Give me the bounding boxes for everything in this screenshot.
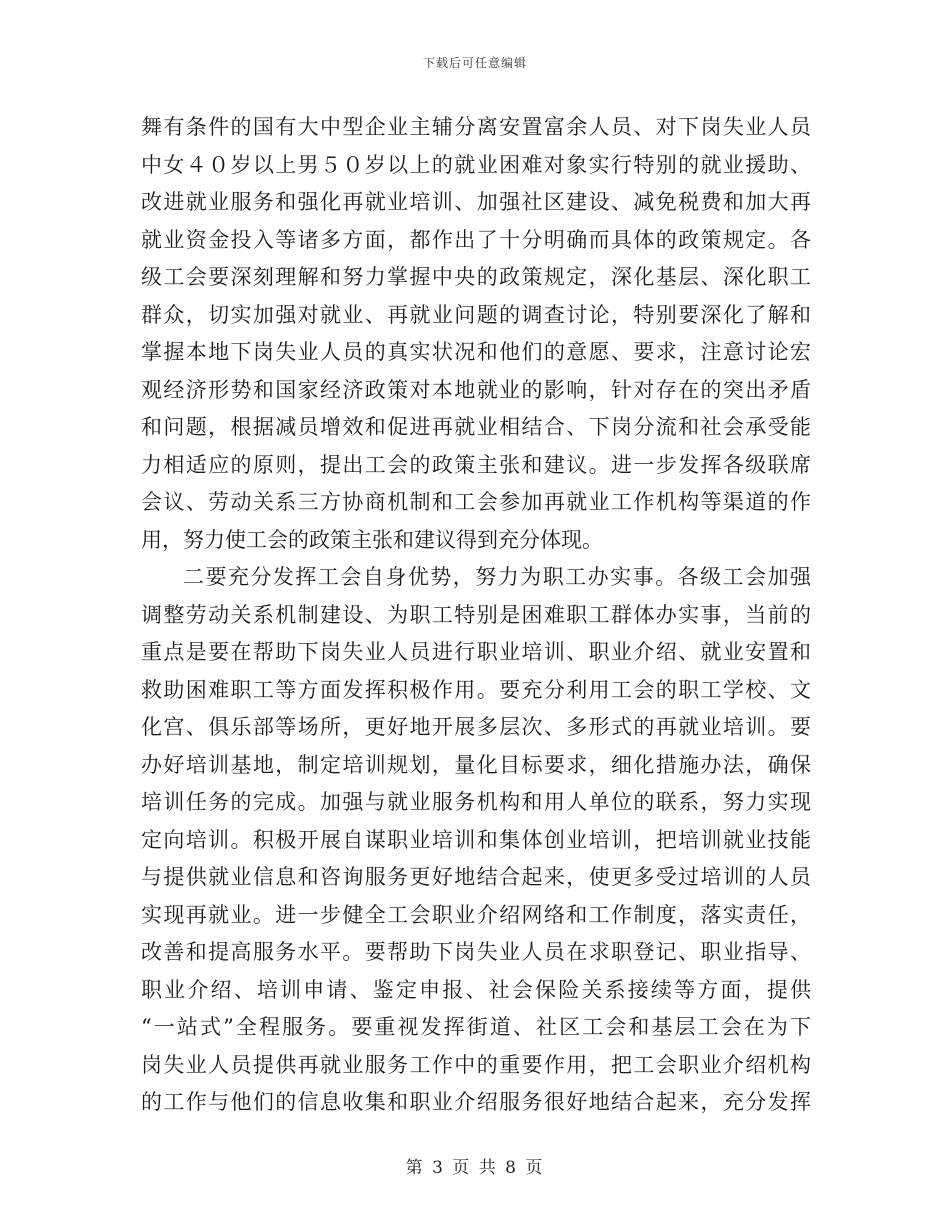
text-line: 与提供就业信息和咨询服务更好地结合起来，使更多受过培训的人员: [141, 865, 811, 889]
text-line: 中女４０岁以上男５０岁以上的就业困难对象实行特别的就业援助、: [141, 152, 811, 177]
page-header: 下载后可任意编辑: [422, 56, 527, 70]
text-line: 就业资金投入等诸多方面，都作出了十分明确而具体的政策规定。各: [141, 227, 811, 252]
text-line: 岗失业人员提供再就业服务工作中的重要作用，把工会职业介绍机构: [141, 1052, 811, 1077]
text-line: 二要充分发挥工会自身优势，努力为职工办实事。各级工会加强: [183, 565, 811, 589]
text-line: 救助困难职工等方面发挥积极作用。要充分利用工会的职工学校、文: [141, 677, 811, 702]
text-line: 改进就业服务和强化再就业培训、加强社区建设、减免税费和加大再: [141, 190, 811, 214]
text-line: 定向培训。积极开展自谋职业培训和集体创业培训，把培训就业技能: [141, 827, 811, 852]
text-line: 级工会要深刻理解和努力掌握中央的政策规定，深化基层、深化职工: [141, 265, 811, 289]
text-line: 力相适应的原则，提出工会的政策主张和建议。进一步发挥各级联席: [141, 452, 811, 477]
text-line: 化宫、俱乐部等场所，更好地开展多层次、多形式的再就业培训。要: [141, 715, 811, 739]
text-line: 观经济形势和国家经济政策对本地就业的影响，针对存在的突出矛盾: [141, 377, 811, 402]
text-line: 用，努力使工会的政策主张和建议得到充分体现。: [141, 527, 603, 552]
text-line: 实现再就业。进一步健全工会职业介绍网络和工作制度，落实责任，: [141, 902, 811, 927]
text-line: 掌握本地下岗失业人员的真实状况和他们的意愿、要求，注意讨论宏: [141, 340, 811, 364]
text-line: 舞有条件的国有大中型企业主辅分离安置富余人员、对下岗失业人员: [141, 115, 811, 139]
text-line: 改善和提高服务水平。要帮助下岗失业人员在求职登记、职业指导、: [141, 940, 811, 964]
page-footer: 第 3 页 共 8 页: [405, 1158, 545, 1178]
body-text: [141, 109, 811, 1122]
text-line: 群众，切实加强对就业、再就业问题的调查讨论，特别要深化了解和: [141, 302, 811, 327]
text-line: 和问题，根据减员增效和促进再就业相结合、下岗分流和社会承受能: [141, 415, 811, 439]
text-line: 调整劳动关系机制建设、为职工特别是困难职工群体办实事，当前的: [141, 602, 811, 627]
text-line: 办好培训基地，制定培训规划，量化目标要求，细化措施办法，确保: [141, 752, 811, 777]
text-line: “一站式”全程服务。要重视发挥街道、社区工会和基层工会在为下: [141, 1015, 811, 1039]
text-line: 重点是要在帮助下岗失业人员进行职业培训、职业介绍、就业安置和: [141, 640, 811, 664]
text-line: 职业介绍、培训申请、鉴定申报、社会保险关系接续等方面，提供: [141, 977, 811, 1002]
text-line: 培训任务的完成。加强与就业服务机构和用人单位的联系，努力实现: [141, 790, 811, 814]
text-line: 会议、劳动关系三方协商机制和工会参加再就业工作机构等渠道的作: [141, 490, 811, 514]
text-line: 的工作与他们的信息收集和职业介绍服务很好地结合起来，充分发挥: [141, 1090, 811, 1114]
